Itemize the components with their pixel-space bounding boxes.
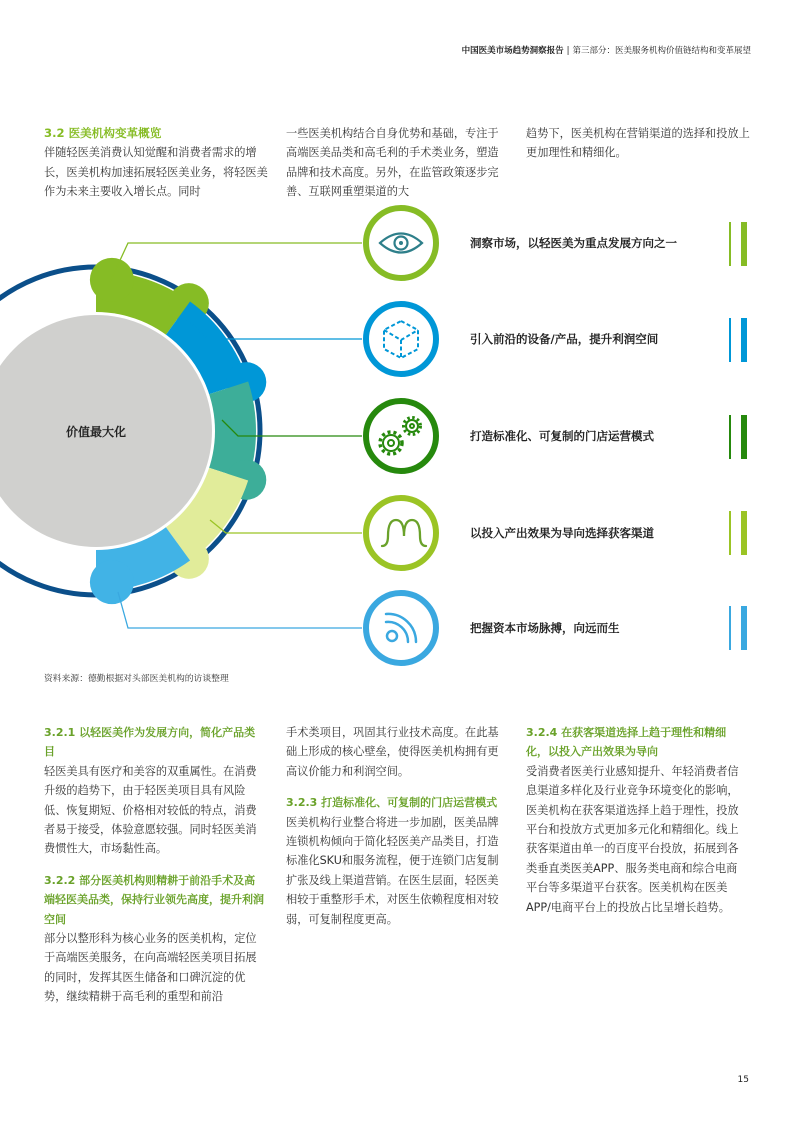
item-label-1: 洞察市场，以轻医美为重点发展方向之一 <box>470 236 677 250</box>
accent-bars-3 <box>727 415 751 459</box>
heading-3-2-1: 3.2.1 以轻医美作为发展方向，简化产品类目 <box>44 726 256 759</box>
item-circle-1 <box>366 208 436 278</box>
body-3-2-3: 医美机构行业整合将进一步加剧，医美品牌连锁机构倾向于简化轻医美产品类目，打造标准化SKU和服务流程，便于连锁门店复制扩张及线上渠道营销。在医生层面，轻医美相较于重整形手术，对医生依赖程度相对较弱，可复制程度更高。 <box>286 815 499 926</box>
intro-text-1: 伴随轻医美消费认知觉醒和消费者需求的增长，医美机构加速拓展轻医美业务，将轻医美作为未来主要收入增长点。同时 <box>44 146 268 199</box>
section-heading-3-2: 3.2 医美机构变革概览 <box>44 126 162 140</box>
report-title: 中国医美市场趋势洞察报告 <box>461 46 564 56</box>
body-3-2-2: 部分以整形科为核心业务的医美机构，定位于高端医美服务，在向高端轻医美项目拓展的同时，发挥其医生储备和口碑沉淀的优势，继续精耕于高毛利的重型和前沿 <box>44 932 257 1004</box>
accent-bars-4 <box>727 511 751 555</box>
connector-5 <box>118 592 362 628</box>
item-circle-3 <box>366 401 436 471</box>
item-label-4: 以投入产出效果为导向选择获客渠道 <box>470 526 654 540</box>
body-3-2-1: 轻医美具有医疗和美容的双重属性。在消费升级的趋势下，由于轻医美项目具有风险低、恢复期短、价格相对较低的特点，消费者易于接受，体验意愿较强。同时轻医美消费惯性大，市场黏性高。 <box>44 764 257 856</box>
item-label-2: 引入前沿的设备/产品，提升利润空间 <box>470 332 659 346</box>
item-label-5: 把握资本市场脉搏，向远而生 <box>470 621 620 635</box>
heading-3-2-4: 3.2.4 在获客渠道选择上趋于理性和精细化，以投入产出效果为导向 <box>526 726 727 759</box>
body-3-2-4: 受消费者医美行业感知提升、年轻消费者信息渠道多样化及行业竞争环境变化的影响，医美机构在获客渠道选择上趋于理性，投放平台和投放方式更加多元化和精细化。线上获客渠道由单一的百度平台投放，拓展到各类垂直类医美APP、服务类电商和综合电商平台等多渠道平台获客。医美机构在医美APP/电商平台上的投放占比呈增长趋势。 <box>526 764 739 914</box>
ring-knob-bottom <box>90 560 134 604</box>
source-note: 资料来源：德勤根据对头部医美机构的访谈整理 <box>44 674 229 684</box>
accent-bars-2 <box>727 318 751 362</box>
header-separator: | <box>566 46 570 56</box>
section-title: 第三部分：医美服务机构价值链结构和变革展望 <box>572 46 751 56</box>
lower-column-1 <box>44 723 266 1007</box>
item-circle-4 <box>366 498 436 568</box>
item-circle-5 <box>366 593 436 663</box>
body-3-2-2-continued: 手术类项目，巩固其行业技术高度。在此基础上形成的核心壁垒，使得医美机构拥有更高议价能力和利润空间。 <box>286 726 499 778</box>
accent-bars-5 <box>727 606 751 650</box>
accent-bars-1 <box>727 222 751 266</box>
ring-knob-top <box>90 258 134 302</box>
item-circle-2 <box>366 304 436 374</box>
item-label-3: 打造标准化、可复制的门店运营模式 <box>470 429 654 443</box>
page-number: 15 <box>737 1075 749 1085</box>
intro-text-2: 一些医美机构结合自身优势和基础，专注于高端医美品类和高毛利的手术类业务，塑造品牌和技术高度。另外，在监管政策逐步完善、互联网重塑渠道的大 <box>286 127 499 199</box>
intro-text-3: 趋势下，医美机构在营销渠道的选择和投放上更加理性和精细化。 <box>526 127 750 160</box>
lower-column-3 <box>526 723 748 917</box>
lower-column-2 <box>286 723 502 929</box>
heading-3-2-3: 3.2.3 打造标准化、可复制的门店运营模式 <box>286 796 498 810</box>
heading-3-2-2: 3.2.2 部分医美机构则精耕于前沿手术及高端轻医美品类，保持行业领先高度，提升利润空间 <box>44 873 264 926</box>
center-label: 价值最大化 <box>65 425 127 439</box>
